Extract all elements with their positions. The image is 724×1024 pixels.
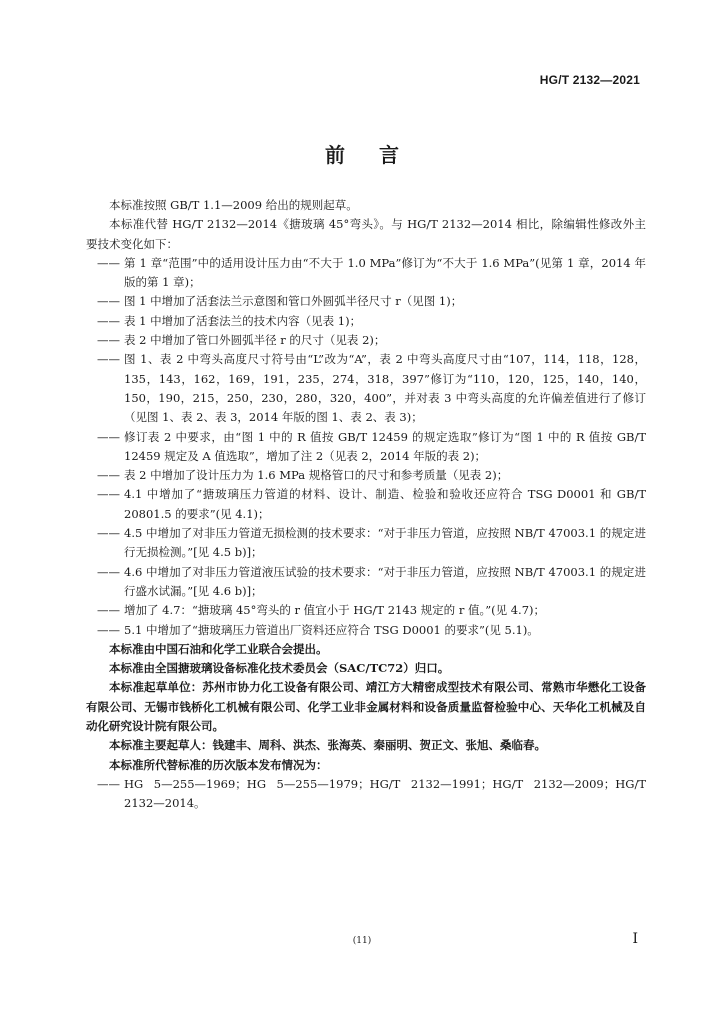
dash-marker: —— <box>97 468 120 483</box>
info-paragraph: 本标准所代替标准的历次版本发布情况为： <box>109 757 328 772</box>
dash-marker: —— <box>97 776 120 791</box>
dash-marker: —— <box>97 313 120 328</box>
preface-body <box>86 196 646 814</box>
list-item: —— 图 1 中增加了活套法兰示意图和管口外圆弧半径尺寸 r（见图 1)； <box>86 292 646 311</box>
list-item: —— 图 1、表 2 中弯头高度尺寸符号由“L”改为“A”，表 2 中弯头高度尺寸由“107，114，118，128，135，143，162，169，191，235，274，318，397”修订为“110，120，125，140，140，150，190，215，250，230，280，320，400”，并对表 3 中弯头高度的允许偏差值进行了修订（见图 1、表 2、表 3，2014 年版的图 1、表 2、表 3)； <box>97 352 646 425</box>
dash-marker: —— <box>97 603 120 618</box>
list-item: —— 增加了 4.7：“搪玻璃 45°弯头的 r 值宜小于 HG/T 2143 规定的 r 值。”(见 4.7)； <box>86 601 646 620</box>
dash-marker: —— <box>97 429 120 444</box>
dash-marker: —— <box>97 333 120 348</box>
history-list <box>86 775 646 814</box>
list-item: —— 第 1 章“范围”中的适用设计压力由“不大于 1.0 MPa”修订为“不大于 1.6 MPa”(见第 1 章，2014 年版的第 1 章)； <box>97 255 646 290</box>
list-item: —— 5.1 中增加了“搪玻璃压力管道出厂资料还应符合 TSG D0001 的要求”(见 5.1)。 <box>86 621 646 640</box>
footer-page-number: (11) <box>352 936 372 946</box>
info-paragraph: 本标准起草单位：苏州市协力化工设备有限公司、靖江方大精密成型技术有限公司、常熟市华懋化工设备有限公司、无锡市钱桥化工机械有限公司、化学工业非金属材料和设备质量监督检验中心、天华化工机械及自动化研究设计院有限公司。 <box>86 680 646 734</box>
dash-marker: —— <box>97 564 120 579</box>
dash-marker: —— <box>97 352 120 367</box>
change-list <box>86 254 646 640</box>
list-item: —— 表 2 中增加了设计压力为 1.6 MPa 规格管口的尺寸和参考质量（见表 2)； <box>86 466 646 485</box>
list-item: —— 修订表 2 中要求，由“图 1 中的 R 值按 GB/T 12459 的规定选取”修订为“图 1 中的 R 值按 GB/T 12459 规定及 A 值选取”，增加了注 2（见表 2，2014 年版的表 2)； <box>97 429 646 463</box>
dash-marker: —— <box>97 294 120 309</box>
dash-marker: —— <box>97 255 120 270</box>
info-paragraph: 本标准主要起草人：钱建丰、周科、洪杰、张海英、秦丽明、贺正文、张旭、桑临春。 <box>109 738 546 753</box>
info-paragraph: 本标准由全国搪玻璃设备标准化技术委员会（SAC/TC72）归口。 <box>109 661 450 676</box>
page-title: 前言 <box>325 143 433 167</box>
dash-marker: —— <box>97 526 120 541</box>
dash-marker: —— <box>97 487 120 502</box>
roman-page-number: I <box>632 931 638 947</box>
intro-paragraph: 本标准代替 HG/T 2132—2014《搪玻璃 45°弯头》。与 HG/T 2132—2014 相比，除编辑性修改外主要技术变化如下： <box>86 217 646 251</box>
list-item: —— 表 1 中增加了活套法兰的技术内容（见表 1)； <box>86 312 646 331</box>
list-item: —— 4.6 中增加了对非压力管道液压试验的技术要求：“对于非压力管道，应按照 NB/T 47003.1 的规定进行盛水试漏。”[见 4.6 b)]； <box>97 564 646 598</box>
info-paragraph: 本标准由中国石油和化学工业联合会提出。 <box>109 641 328 656</box>
standard-code: HG/T 2132—2021 <box>539 73 640 87</box>
list-item: —— 4.1 中增加了“搪玻璃压力管道的材料、设计、制造、检验和验收还应符合 TSG D0001 和 GB/T 20801.5 的要求”(见 4.1)； <box>97 487 646 521</box>
list-item: —— 4.5 中增加了对非压力管道无损检测的技术要求：“对于非压力管道，应按照 NB/T 47003.1 的规定进行无损检测。”[见 4.5 b)]； <box>97 526 646 560</box>
dash-marker: —— <box>97 622 120 637</box>
list-item: —— 表 2 中增加了管口外圆弧半径 r 的尺寸（见表 2)； <box>86 331 646 350</box>
intro-paragraph: 本标准按照 GB/T 1.1—2009 给出的规则起草。 <box>109 198 358 212</box>
list-item: —— HG 5—255—1969；HG 5—255—1979；HG/T 2132—1991；HG/T 2132—2009；HG/T 2132—2014。 <box>97 776 646 811</box>
